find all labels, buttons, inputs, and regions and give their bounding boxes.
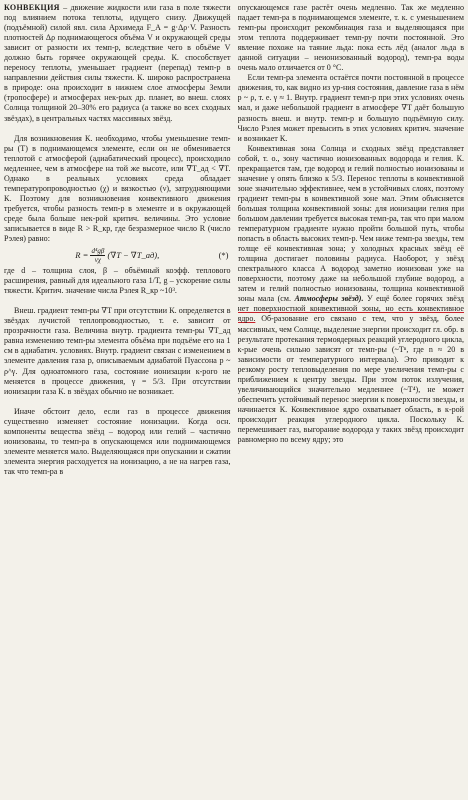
callout-tail: Об- [255, 314, 274, 324]
paragraph-1 [4, 3, 231, 124]
paragraph-r3-text: Конвективная зона Солнца и сходных звёзд представляет собой, т. о., зону частично ионизованных водорода и гелия. К. прекращается там, где водород и гелий полностью ионизованы и значение γ опять близко к 5/3. Перенос теплоты в конвективной зоне значительно эффективнее, чем в устойчивых слоях, поэтому градиент темп-ры в конвективной зоне мал. Этим объясняется большая толщина конвективной зоны: для ионизации гелия при большом давлении требуется высокая темп-ра, так что при малом температурном градиенте нужно пройти большой путь, чтобы попасть в область высоких темп-р. Чем ниже темп-ра звезды, тем толще её конвективная зона; у холодных красных звёзд её толщина достигает половины радиуса. Наоборот, у звёзд спектрального класса А водород заметно ионизован уже на поверхности, поэтому даже на небольшой глубине водород, а затем и гелий полностью ионизованы, толщина конвективной зоны мала (см. [237, 143, 464, 304]
paragraph-r2: Если темп-ра элемента остаётся почти постоянной в процессе движения, то, как видно из ур-ния состояния, давление газа в нём p ~ ρ, т. е. γ ≈ 1. Внутр. градиент темп-р при этих условиях очень мал, и даже небольшой градиент в атмосфере ∇T даёт большую разность внеш. и внутр. темп-р и большую подъёмную силу. Число Рэлея может превысить в этих условиях критич. значение и возникает К. [237, 73, 464, 143]
callout-text: У ещё более горячих звёзд [363, 294, 464, 304]
paragraph-5: Иначе обстоит дело, если газ в процессе движения существенно изменяет состояние ионизации. Когда осн. компоненты вещества звёзд – водород или гелий – частично ионизованы, то темп-ра в опускающемся или поднимающемся элементе меняется мало. Выделяющаяся при опускании и сжатии элемента энергия расходуется на ионизацию, а не на нагрев газа, так что темп-ра в [4, 406, 231, 476]
formula-tag: (*) [218, 250, 229, 261]
red-underlined-passage: нет поверхностной конвективной зоны, но есть конвективное ядро. [237, 304, 464, 324]
paragraph-1-text: – движение жидкости или газа в поле тяжести под влиянием потока теплоты, идущего снизу. Движущей (подъёмной) силой явл. сила Архимеда F_A = g·Δρ·V. Разность плотностей Δρ поднимающегося объёма V и окружающей среды зависит от разности их темп-р, вследствие чего в объёме V должно быть горячее окружающей среды. К. способствует переносу теплоты, уменьшает градиент (перепад) темп-р в направлении действия силы тяжести. К. широко распространена в природе: она происходит в нижнем слое атмосферы Земли (тропосфере) и атмосферах нек-рых др. планет, во внеш. слоях Солнца толщиной 20–30% его радиуса (а также во всех сходных звёздах), в центральных частях массивных звёзд. [4, 3, 231, 123]
right-column [238, 3, 465, 800]
paragraph-2: Для возникновения К. необходимо, чтобы уменьшение темп-ры (T) в поднимающемся элементе, если он не обменивается теплотой с атмосферой (адиабатический процесс), происходило медленнее, чем в атмосфере на той же высоте, или ∇T_ад < ∇T. Однако в реальных условиях среда обладает температуропроводностью (χ) и вязкостью (ν), затрудняющими К. Поэтому для возникновения конвективного движения требуется, чтобы разность темп-р в элементе и в окружающей среде была больше нек-рой критич. величины. Это условие записывается в виде R > R_кр, где безразмерное число R (число Рэлея) равно: [4, 133, 231, 244]
formula-denominator: νχ [94, 255, 101, 264]
cross-reference-link[interactable]: Атмосферы звёзд). [294, 294, 364, 304]
rayleigh-formula [4, 244, 231, 266]
paragraph-r4-text: разование его связано с тем, что у звёзд, более массивных, чем Солнце, выделение энергии происходит гл. обр. в результате протекания термоядерных реакций углеродного цикла, к-рые очень сильно зависят от темп-ры (~Tⁿ, где n ≈ 20 в зависимости от температурного интервала). Это приводит к резкому росту тепловыделения по мере увеличения темп-ры с приближением к центру звезды. При этом поток излучения, увеличивающийся значительно медленнее (~T⁴), не может обеспечить устойчивый перенос энергии к поверхности звезды, и начинается К. Конвективное ядро охватывает область, в к-рой происходит реакция углеродного цикла. Поскольку К. перемешивает газ, выгорание водорода у таких звёзд происходит равномерно по всему ядру; это [237, 314, 464, 445]
formula-numerator: d⁴gβ [91, 246, 105, 255]
paragraph-r3 [238, 144, 465, 445]
paragraph-3: где d – толщина слоя, β – объёмный коэфф. теплового расширения, равный для идеального газа 1/T, g – ускорение силы тяжести. Критич. значение числа Рэлея R_кр ~10³. [4, 266, 231, 296]
headword: КОНВЕКЦИЯ [4, 3, 60, 12]
formula-lhs: R = [75, 250, 89, 261]
formula-rhs: (∇T − ∇T_ад), [107, 249, 160, 260]
left-column [4, 3, 231, 800]
paragraph-4: Внеш. градиент темп-ры ∇T при отсутствии К. определяется в звёздах лучистой теплопроводностью, т. е. зависит от прозрачности газа. Величина внутр. градиента темп-ры ∇T_ад равна изменению темп-ры элемента объёма при подъёме его на 1 см в адиабатич. условиях. Внутр. градиент связан с изменением в элементе давления газа p, описываемым адиабатой Пуассона p ~ ρ^γ. Для одноатомного газа, состояние ионизации к-рого не меняется в процессе движения, γ = 5/3. При отсутствии ионизации газа К. в звёздах обычно не возникает. [4, 306, 231, 396]
paragraph-r1: опускающемся газе растёт очень медленно. Так же медленно падает темп-ра в поднимающемся элементе, т. к. с уменьшением темп-ры происходит рекомбинация газа и выделяющаяся при этом теплота поддерживает темп-ру почти постоянной. Это явление похоже на таяние льда: пока есть лёд (аналог льда в данной ситуации – неионизованный водород), темп-ра воды очень мало отличается от 0 °С. [237, 3, 464, 73]
